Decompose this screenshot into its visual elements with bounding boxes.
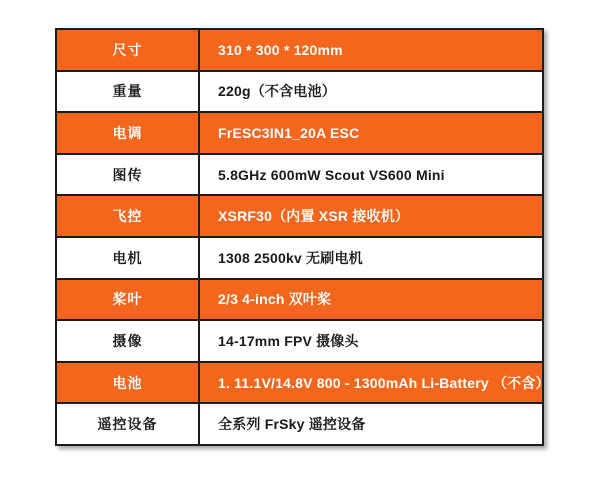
row-value: 全系列 FrSky 遥控设备 bbox=[218, 416, 366, 433]
row-label: 尺寸 bbox=[57, 30, 200, 70]
row-value: 14-17mm FPV 摄像头 bbox=[218, 332, 359, 349]
row-label: 飞控 bbox=[57, 196, 200, 236]
table-row bbox=[57, 155, 542, 197]
table-row bbox=[57, 72, 542, 114]
row-value: 220g（不含电池） bbox=[218, 83, 336, 100]
table-row bbox=[57, 280, 542, 322]
row-value: 1308 2500kv 无刷电机 bbox=[218, 249, 363, 266]
row-value: 1. 11.1V/14.8V 800 - 1300mAh Li-Battery （不含） bbox=[218, 374, 550, 391]
table-row bbox=[57, 113, 542, 155]
table-row bbox=[57, 30, 542, 72]
row-label: 电池 bbox=[57, 363, 200, 403]
row-label: 电机 bbox=[57, 238, 200, 278]
row-value: 5.8GHz 600mW Scout VS600 Mini bbox=[218, 166, 445, 183]
table-row bbox=[57, 321, 542, 363]
row-label: 遥控设备 bbox=[57, 404, 200, 444]
row-value: 310 * 300 * 120mm bbox=[218, 41, 343, 58]
row-value: XSRF30（内置 XSR 接收机） bbox=[218, 208, 410, 225]
row-label: 电调 bbox=[57, 113, 200, 153]
row-label: 重量 bbox=[57, 72, 200, 112]
table-row bbox=[57, 196, 542, 238]
row-label: 摄像 bbox=[57, 321, 200, 361]
spec-table bbox=[55, 28, 550, 446]
table-row bbox=[57, 238, 542, 280]
row-label: 图传 bbox=[57, 155, 200, 195]
row-value: 2/3 4-inch 双叶桨 bbox=[218, 291, 332, 308]
row-label: 桨叶 bbox=[57, 280, 200, 320]
row-value: FrESC3IN1_20A ESC bbox=[218, 124, 360, 141]
table-row bbox=[57, 363, 550, 405]
table-row bbox=[57, 404, 542, 444]
